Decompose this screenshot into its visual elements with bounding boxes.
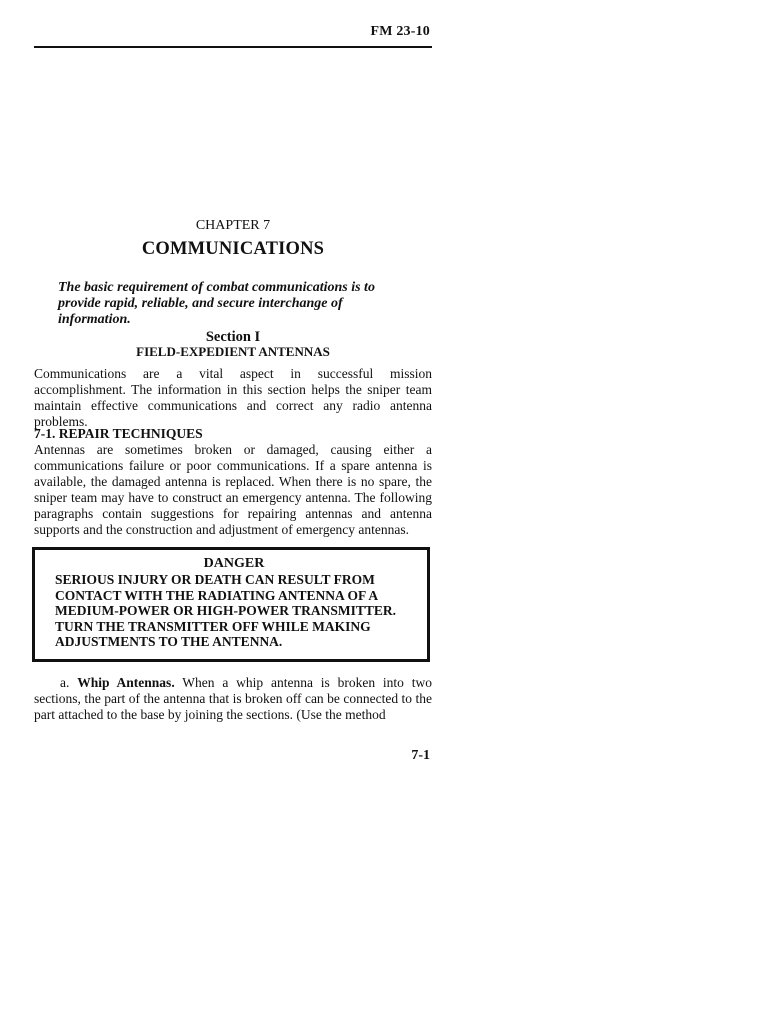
page-header (34, 22, 432, 48)
repair-techniques-paragraph: Antennas are sometimes broken or damaged, causing either a communications failure or poor communications. If a spare antenna is available, the damaged antenna is replaced. When there is no spare, the sniper team may have to construct an emergency antenna. The following paragraphs contain suggestions for repairing antennas and antenna supports and the construction and adjustment of emergency antennas. (34, 442, 432, 537)
whip-lead: Whip Antennas. (77, 675, 175, 690)
danger-notice (32, 547, 430, 662)
page-number: 7-1 (411, 748, 430, 763)
whip-text: When a whip antenna is broken into two sections, the part of the antenna that is broken off can be connected to the part attached to the base by joining the sections. (Use the method (34, 675, 433, 722)
chapter-label: CHAPTER 7 (195, 218, 271, 233)
document-id: FM 23-10 (370, 24, 430, 39)
whip-antennas-paragraph (34, 675, 432, 723)
danger-title: DANGER (203, 556, 265, 571)
danger-text: SERIOUS INJURY OR DEATH CAN RESULT FROM CONTACT WITH THE RADIATING ANTENNA OF A MEDIUM-POWER OR HIGH-POWER TRANSMITTER. TURN THE TRANSMITTER OFF WHILE MAKING ADJUSTMENTS TO THE ANTENNA. (55, 572, 397, 650)
chapter-epigraph: The basic requirement of combat communications is to provide rapid, reliable, and secure interchange of information. (58, 280, 375, 327)
section-title: FIELD-EXPEDIENT ANTENNAS (136, 344, 330, 359)
section-intro-paragraph: Communications are a vital aspect in successful mission accomplishment. The information in this section helps the sniper team maintain effective communications and correct any radio antenna problems. (34, 366, 432, 429)
chapter-title: COMMUNICATIONS (141, 239, 325, 259)
whip-marker: a. (60, 675, 70, 690)
repair-techniques-heading: 7-1. REPAIR TECHNIQUES (34, 426, 203, 441)
section-label: Section I (205, 329, 261, 345)
